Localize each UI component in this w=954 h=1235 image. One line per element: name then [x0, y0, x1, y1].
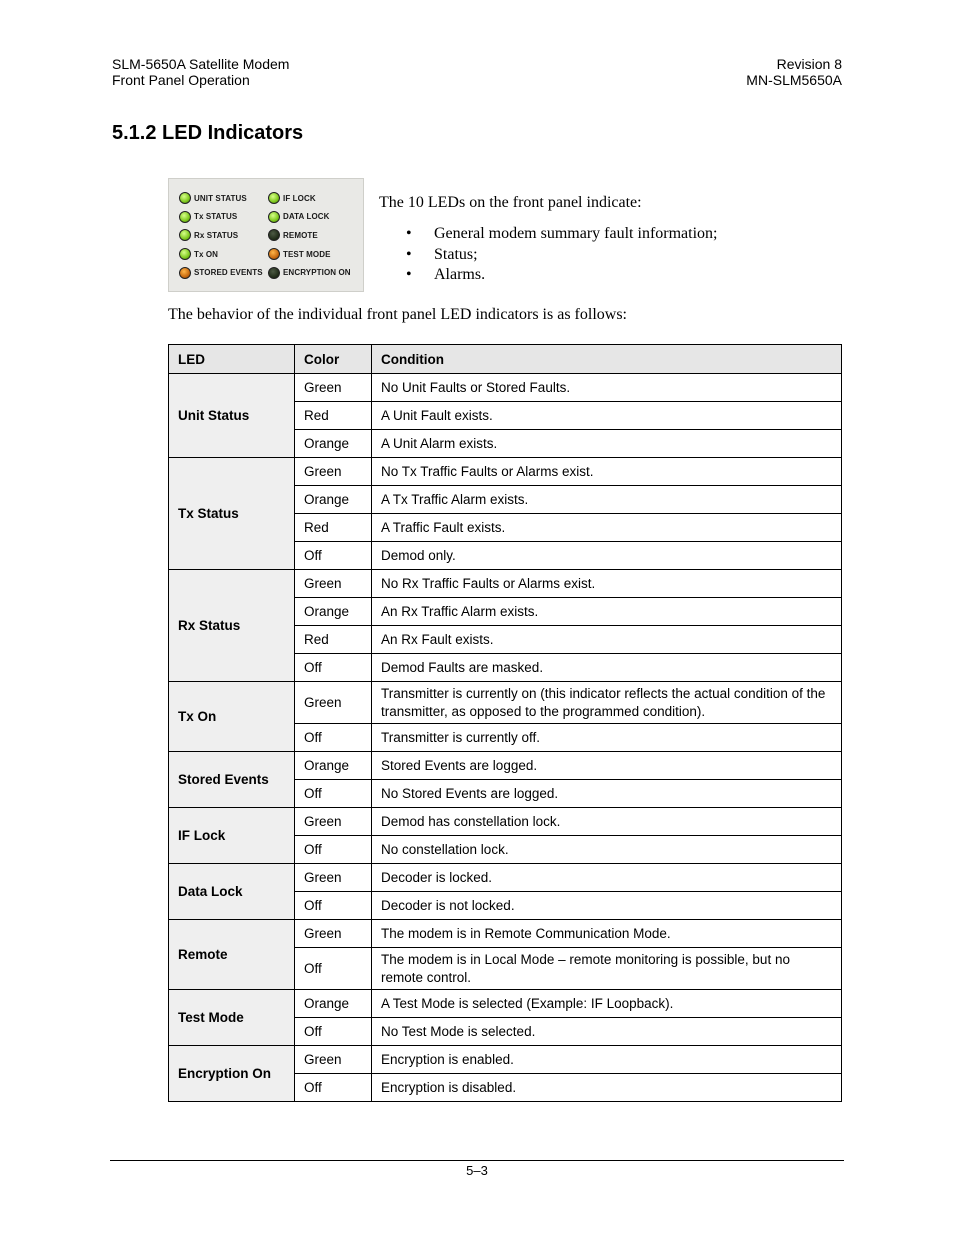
- panel-led-label: UNIT STATUS: [194, 193, 247, 203]
- led-color-cell: Off: [295, 948, 372, 990]
- panel-led-label: Rx STATUS: [194, 230, 239, 240]
- led-light-icon: [179, 248, 191, 260]
- led-behavior-table: [168, 344, 842, 1102]
- panel-led-label: Tx ON: [194, 249, 219, 259]
- led-color-cell: Off: [295, 654, 372, 682]
- panel-led-label: IF LOCK: [283, 193, 316, 203]
- section-title: 5.1.2 LED Indicators: [112, 122, 304, 144]
- led-condition-cell: Transmitter is currently off.: [372, 724, 842, 752]
- led-color-cell: Orange: [295, 430, 372, 458]
- panel-led-label: TEST MODE: [283, 249, 331, 259]
- led-color-cell: Off: [295, 836, 372, 864]
- intro-text: The 10 LEDs on the front panel indicate:: [379, 194, 642, 211]
- doc-header-right: [746, 56, 842, 88]
- led-color-cell: Off: [295, 542, 372, 570]
- bullet-item: • General modem summary fault information;: [406, 224, 717, 245]
- led-condition-cell: Stored Events are logged.: [372, 752, 842, 780]
- bullet-item: • Alarms.: [406, 265, 717, 286]
- led-name-cell: Unit Status: [169, 374, 295, 458]
- led-name-cell: Rx Status: [169, 570, 295, 682]
- panel-led-label: DATA LOCK: [283, 212, 330, 222]
- led-color-cell: Off: [295, 1074, 372, 1102]
- led-color-cell: Red: [295, 402, 372, 430]
- panel-led-item: [179, 245, 263, 264]
- led-condition-cell: A Unit Fault exists.: [372, 402, 842, 430]
- panel-led-label: Tx STATUS: [194, 212, 238, 222]
- led-condition-cell: A Tx Traffic Alarm exists.: [372, 486, 842, 514]
- led-name-cell: Encryption On: [169, 1046, 295, 1102]
- panel-led-item: [179, 263, 263, 282]
- led-color-cell: Orange: [295, 990, 372, 1018]
- led-color-cell: Off: [295, 892, 372, 920]
- led-condition-cell: No constellation lock.: [372, 836, 842, 864]
- panel-led-item: [179, 189, 263, 208]
- doc-header-left: [112, 56, 289, 88]
- led-color-cell: Green: [295, 808, 372, 836]
- led-light-icon: [179, 192, 191, 204]
- panel-led-item: [268, 189, 351, 208]
- panel-led-label: ENCRYPTION ON: [283, 268, 351, 278]
- table-header-row: [169, 345, 842, 374]
- panel-led-item: [268, 245, 351, 264]
- led-condition-cell: Demod has constellation lock.: [372, 808, 842, 836]
- led-column-left: [179, 189, 263, 282]
- led-color-cell: Off: [295, 780, 372, 808]
- doc-chapter: Front Panel Operation: [112, 72, 250, 88]
- header-color: Color: [295, 345, 372, 374]
- table-row: [169, 752, 842, 780]
- led-color-cell: Green: [295, 920, 372, 948]
- led-color-cell: Green: [295, 458, 372, 486]
- panel-led-label: REMOTE: [283, 230, 318, 240]
- led-condition-cell: Encryption is enabled.: [372, 1046, 842, 1074]
- led-condition-cell: The modem is in Local Mode – remote monitoring is possible, but no remote control.: [372, 948, 842, 990]
- led-condition-cell: No Stored Events are logged.: [372, 780, 842, 808]
- doc-revision: Revision 8: [776, 56, 842, 72]
- led-name-cell: Tx On: [169, 682, 295, 752]
- front-panel-led-image: [168, 178, 364, 292]
- panel-led-item: [179, 208, 263, 227]
- led-condition-cell: Demod only.: [372, 542, 842, 570]
- table-row: [169, 808, 842, 836]
- led-name-cell: Test Mode: [169, 990, 295, 1046]
- led-color-cell: Green: [295, 682, 372, 724]
- led-color-cell: Off: [295, 724, 372, 752]
- led-condition-cell: No Tx Traffic Faults or Alarms exist.: [372, 458, 842, 486]
- behavior-text: The behavior of the individual front panel LED indicators is as follows:: [168, 306, 627, 323]
- led-column-right: [268, 189, 351, 282]
- bullet-list: [406, 224, 717, 286]
- table-row: [169, 1046, 842, 1074]
- panel-led-item: [268, 208, 351, 227]
- led-condition-cell: A Test Mode is selected (Example: IF Loopback).: [372, 990, 842, 1018]
- table-row: [169, 570, 842, 598]
- led-color-cell: Green: [295, 570, 372, 598]
- led-light-icon: [179, 211, 191, 223]
- led-condition-cell: A Traffic Fault exists.: [372, 514, 842, 542]
- doc-title: SLM-5650A Satellite Modem: [112, 56, 290, 72]
- panel-led-item: [268, 226, 351, 245]
- led-light-icon: [179, 267, 191, 279]
- led-light-icon: [179, 229, 191, 241]
- led-light-icon: [268, 229, 280, 241]
- led-condition-cell: Decoder is locked.: [372, 864, 842, 892]
- led-name-cell: Data Lock: [169, 864, 295, 920]
- led-color-cell: Red: [295, 514, 372, 542]
- led-condition-cell: An Rx Fault exists.: [372, 626, 842, 654]
- led-light-icon: [268, 192, 280, 204]
- panel-led-label: STORED EVENTS: [194, 268, 263, 278]
- led-condition-cell: The modem is in Remote Communication Mode.: [372, 920, 842, 948]
- led-name-cell: IF Lock: [169, 808, 295, 864]
- led-condition-cell: Demod Faults are masked.: [372, 654, 842, 682]
- led-condition-cell: Encryption is disabled.: [372, 1074, 842, 1102]
- led-color-cell: Green: [295, 864, 372, 892]
- table-row: [169, 374, 842, 402]
- led-name-cell: Tx Status: [169, 458, 295, 570]
- led-color-cell: Orange: [295, 486, 372, 514]
- led-condition-cell: No Test Mode is selected.: [372, 1018, 842, 1046]
- led-color-cell: Green: [295, 1046, 372, 1074]
- led-condition-cell: No Rx Traffic Faults or Alarms exist.: [372, 570, 842, 598]
- led-condition-cell: Transmitter is currently on (this indicator reflects the actual condition of the transmitter, as opposed to the programmed condition).: [372, 682, 842, 724]
- led-name-cell: Stored Events: [169, 752, 295, 808]
- led-color-cell: Off: [295, 1018, 372, 1046]
- table-row: [169, 920, 842, 948]
- led-condition-cell: No Unit Faults or Stored Faults.: [372, 374, 842, 402]
- page-number: 5–3: [466, 1163, 488, 1178]
- led-color-cell: Orange: [295, 598, 372, 626]
- table-row: [169, 864, 842, 892]
- led-condition-cell: An Rx Traffic Alarm exists.: [372, 598, 842, 626]
- led-name-cell: Remote: [169, 920, 295, 990]
- panel-led-item: [268, 263, 351, 282]
- led-color-cell: Orange: [295, 752, 372, 780]
- table-row: [169, 458, 842, 486]
- led-light-icon: [268, 248, 280, 260]
- doc-number: MN-SLM5650A: [746, 72, 842, 88]
- table-row: [169, 682, 842, 724]
- footer-rule: [110, 1160, 844, 1161]
- led-light-icon: [268, 211, 280, 223]
- table-row: [169, 990, 842, 1018]
- led-color-cell: Green: [295, 374, 372, 402]
- led-light-icon: [268, 267, 280, 279]
- panel-led-item: [179, 226, 263, 245]
- bullet-item: • Status;: [406, 245, 717, 266]
- led-condition-cell: A Unit Alarm exists.: [372, 430, 842, 458]
- led-color-cell: Red: [295, 626, 372, 654]
- led-condition-cell: Decoder is not locked.: [372, 892, 842, 920]
- header-led: LED: [169, 345, 295, 374]
- header-condition: Condition: [372, 345, 842, 374]
